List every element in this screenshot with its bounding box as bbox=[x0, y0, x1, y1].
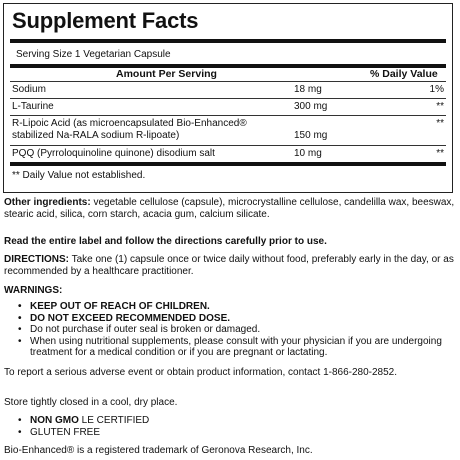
adverse-event-contact: To report a serious adverse event or obtain product information, contact 1-866-280-2852. bbox=[4, 367, 398, 378]
warning-item: • Do not purchase if outer seal is broken or damaged. bbox=[18, 324, 454, 336]
certification-label: NON GMO bbox=[30, 415, 79, 426]
nutrient-name: PQQ (Pyrroloquinoline quinone) disodium salt bbox=[12, 148, 215, 159]
nutrient-daily-value: ** bbox=[436, 101, 444, 112]
nutrient-amount: 18 mg bbox=[294, 84, 322, 95]
amount-per-serving-header: Amount Per Serving bbox=[116, 68, 217, 80]
read-label-notice: Read the entire label and follow the directions carefully prior to use. bbox=[4, 236, 327, 247]
nutrient-name-line-2: stabilized Na-RALA sodium R-lipoate) bbox=[12, 130, 180, 141]
row-divider bbox=[10, 115, 446, 116]
header-divider bbox=[10, 81, 446, 82]
supplement-facts-title: Supplement Facts bbox=[12, 8, 199, 33]
nutrient-name: L-Taurine bbox=[12, 101, 54, 112]
supplement-facts-panel bbox=[3, 3, 453, 193]
nutrient-name: R-Lipoic Acid (as microencapsulated Bio-Enhanced® bbox=[12, 118, 247, 129]
nutrient-amount: 300 mg bbox=[294, 101, 328, 112]
title-divider bbox=[10, 39, 446, 43]
warning-item: • KEEP OUT OF REACH OF CHILDREN. bbox=[18, 301, 454, 313]
warning-item: • When using nutritional supplements, please consult with your physician if you are undergoing treatment for a medical condition or if you are pregnant or lactating. bbox=[18, 336, 454, 359]
directions bbox=[4, 254, 456, 278]
other-ingredients-label: Other ingredients: bbox=[4, 197, 91, 208]
certification-rest: LE CERTIFIED bbox=[78, 415, 150, 426]
daily-value-header: % Daily Value bbox=[370, 68, 438, 80]
nutrient-amount: 10 mg bbox=[294, 148, 322, 159]
directions-text: Take one (1) capsule once or twice daily without food, preferably early in the day, or as recommended by a healthcare practitioner. bbox=[4, 254, 454, 277]
other-ingredients bbox=[4, 197, 456, 221]
nutrient-daily-value: ** bbox=[436, 148, 444, 159]
certification-label: GLUTEN FREE bbox=[30, 426, 101, 438]
nutrient-amount: 150 mg bbox=[294, 130, 328, 141]
nutrient-daily-value: ** bbox=[436, 118, 444, 129]
certifications-list bbox=[18, 415, 454, 438]
trademark-notice: Bio-Enhanced® is a registered trademark of Geronova Research, Inc. bbox=[4, 445, 313, 456]
nutrient-daily-value: 1% bbox=[429, 84, 444, 95]
warnings-list bbox=[18, 301, 454, 359]
row-divider bbox=[10, 145, 446, 146]
serving-size: Serving Size 1 Vegetarian Capsule bbox=[16, 49, 171, 60]
certification-item bbox=[18, 415, 454, 427]
certification-item bbox=[18, 427, 454, 439]
warnings-title: WARNINGS: bbox=[4, 285, 63, 296]
nutrient-name: Sodium bbox=[12, 84, 46, 95]
row-divider bbox=[10, 98, 446, 99]
other-ingredients-text: vegetable cellulose (capsule), microcrystalline cellulose, candelilla wax, beeswax, stearic acid, silica, corn starch, acacia gum, calcium silicate. bbox=[4, 197, 455, 220]
warning-item: • DO NOT EXCEED RECOMMENDED DOSE. bbox=[18, 313, 454, 325]
bottom-divider bbox=[10, 162, 446, 166]
storage-instructions: Store tightly closed in a cool, dry place. bbox=[4, 397, 178, 408]
directions-label: DIRECTIONS: bbox=[4, 254, 69, 265]
daily-value-footnote: ** Daily Value not established. bbox=[12, 170, 146, 181]
